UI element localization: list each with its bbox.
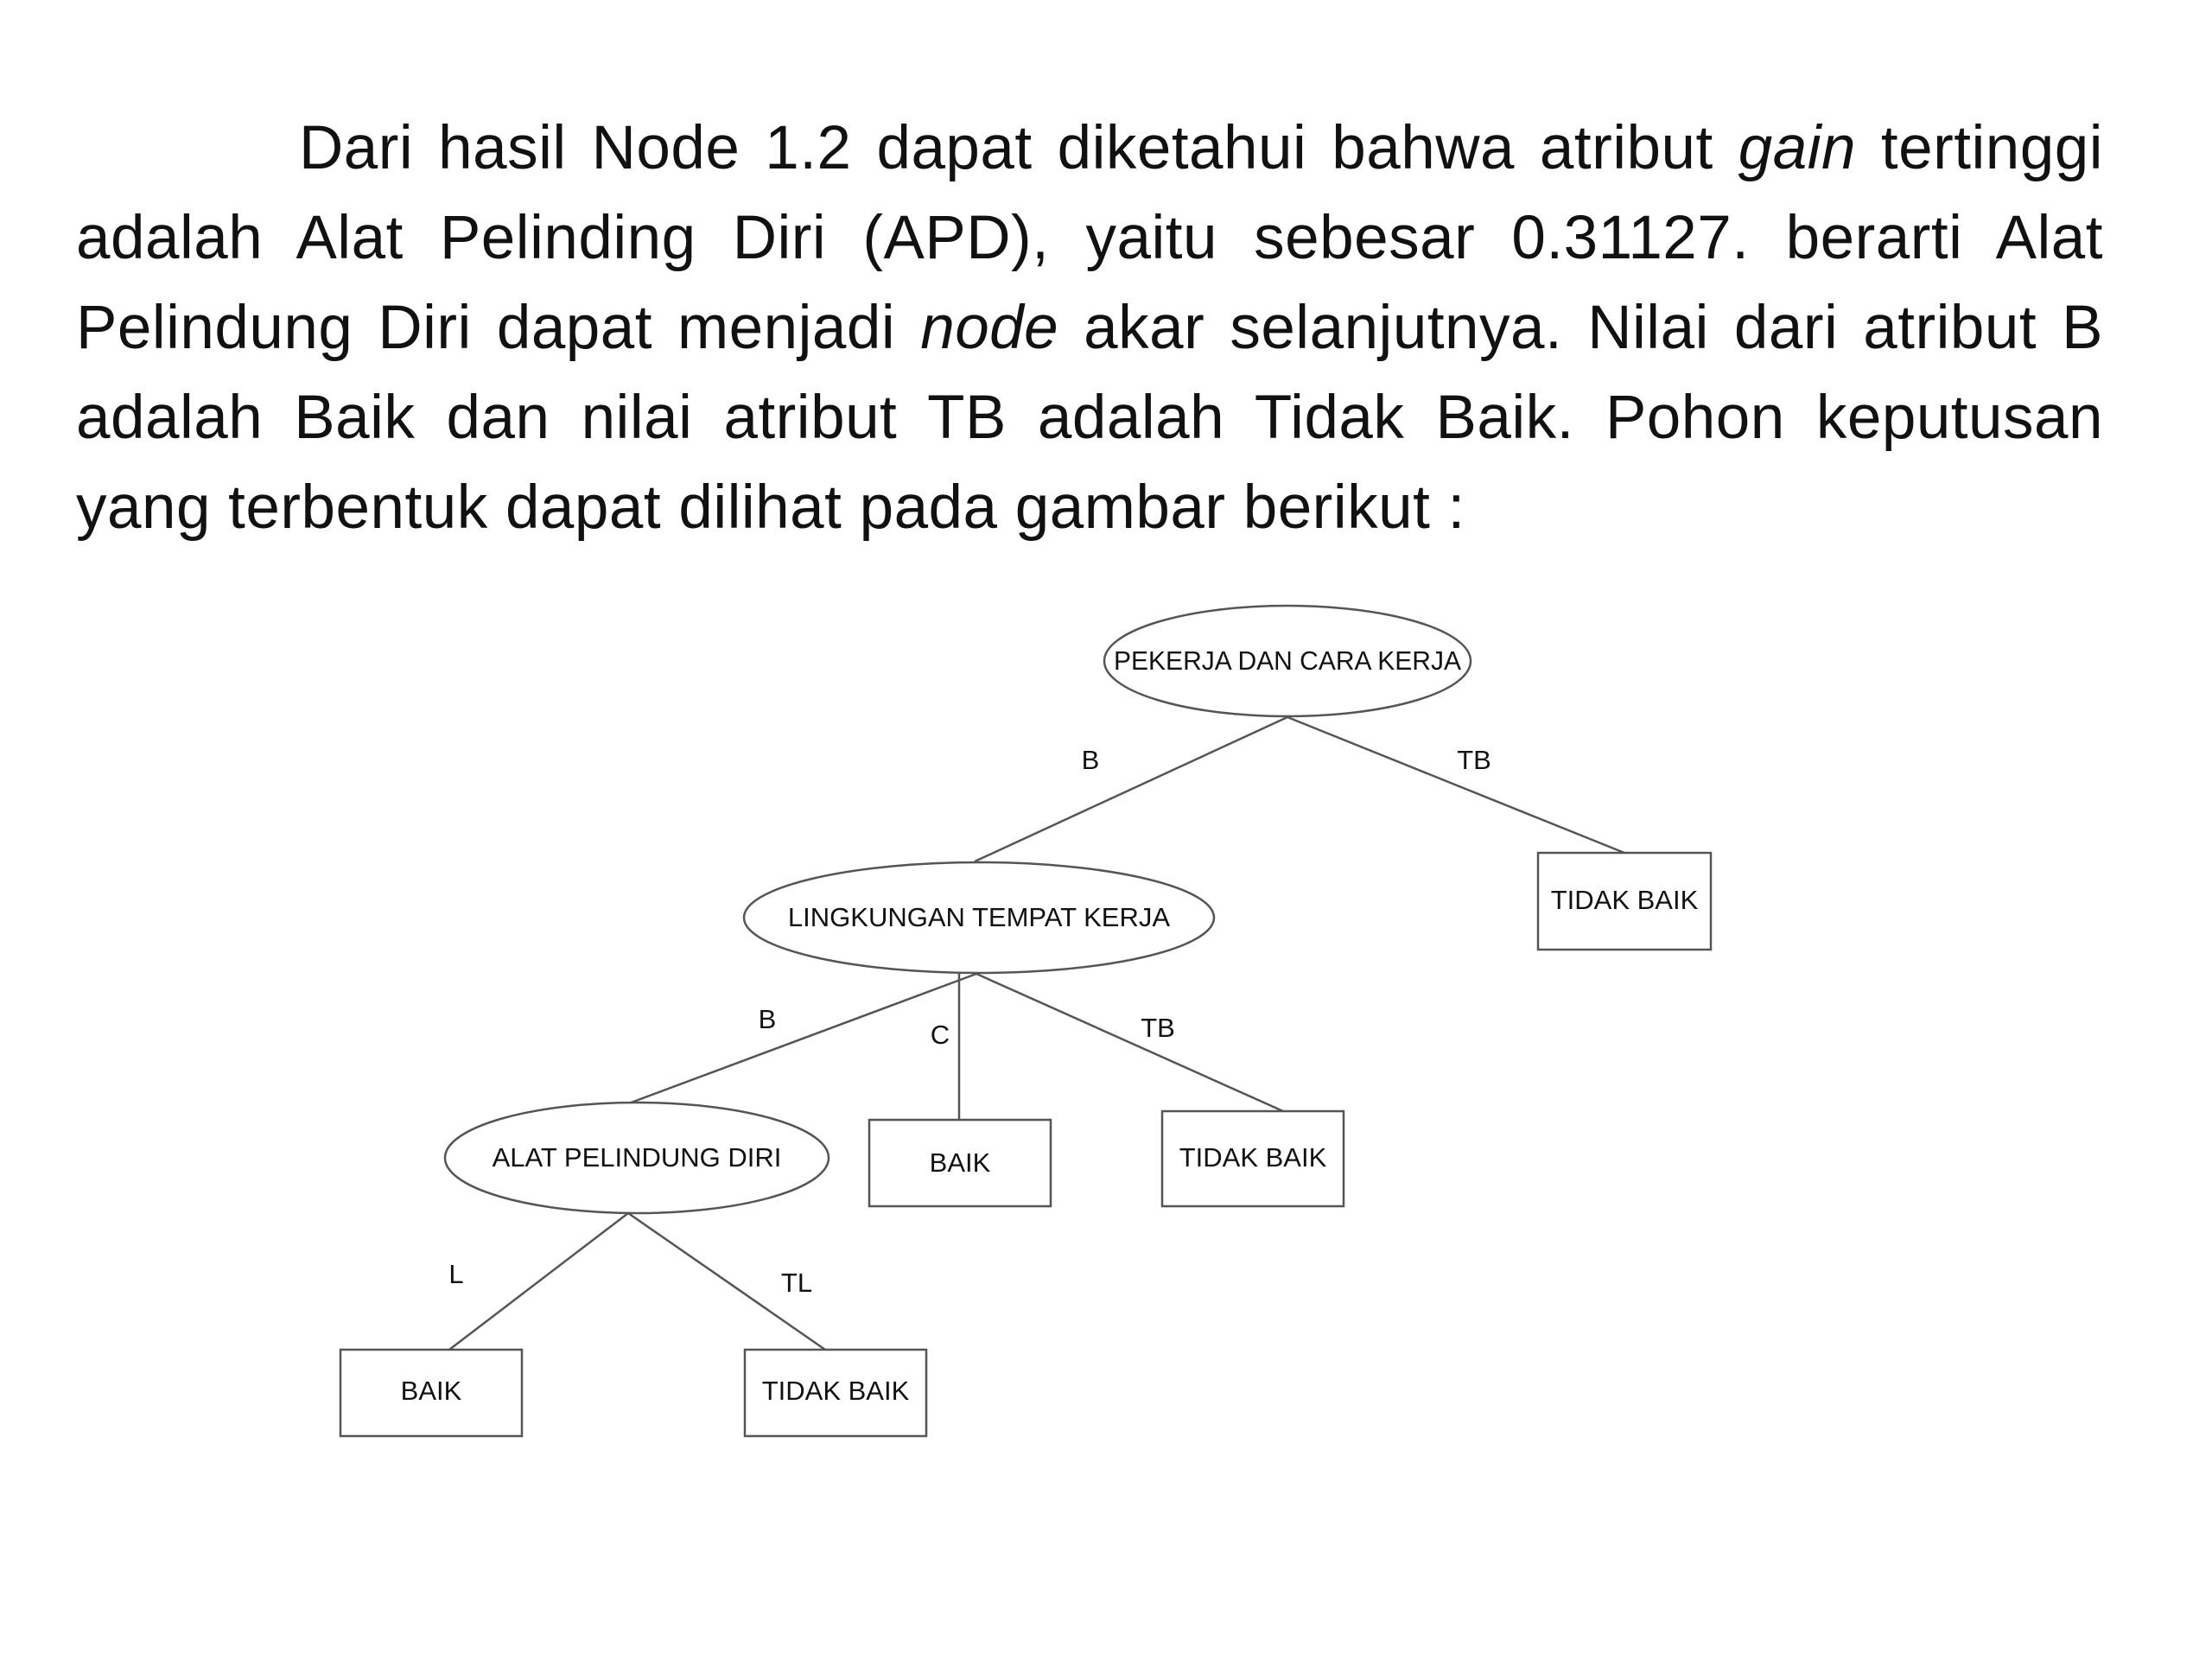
edge-label-level3-tl: TL (780, 1268, 813, 1298)
paragraph-part-2: tertinggi adalah Alat Pelinding Diri (APD), yaitu sebesar 0.31127. berarti Alat Pelindung Diri dapat menjadi (76, 114, 2103, 362)
edge-label-level2-tb: TB (1141, 1013, 1175, 1043)
tree-leaf-level2-tidak-baik (1162, 1111, 1344, 1206)
tree-leaf-label: BAIK (400, 1376, 462, 1406)
edge-label-level2-b: B (758, 1004, 777, 1034)
edge-label-level2-c: C (930, 1020, 950, 1050)
edge-label-level3-l: L (448, 1259, 464, 1289)
tree-leaf-label: TIDAK BAIK (1550, 885, 1699, 915)
tree-root-label: PEKERJA DAN CARA KERJA (1114, 645, 1462, 676)
tree-leaf-label: BAIK (929, 1147, 991, 1178)
paragraph-part-3: akar selanjutnya. Nilai dari atribut B adalah Baik dan nilai atribut TB adalah Tidak Baik. Pohon keputusan yang terbentuk dapat dilihat pada gambar berikut : (76, 294, 2103, 542)
tree-node-alat-pelindung-diri (445, 1103, 829, 1213)
edge-level2-to-level3 (626, 974, 976, 1104)
tree-leaf-label: TIDAK BAIK (761, 1376, 910, 1406)
tree-leaf-level3-baik (340, 1350, 522, 1436)
tree-node-label: LINGKUNGAN TEMPAT KERJA (787, 902, 1171, 932)
edge-level3-to-left-leaf (449, 1213, 628, 1350)
edge-root-to-right-leaf (1287, 717, 1624, 853)
tree-leaf-level3-tidak-baik (745, 1350, 926, 1436)
edge-label-root-b: B (1081, 745, 1100, 775)
edge-root-to-level2 (975, 717, 1287, 861)
tree-root-node (1104, 606, 1471, 716)
tree-node-lingkungan (744, 862, 1214, 973)
edge-level2-to-right-leaf (976, 974, 1283, 1111)
edge-label-root-tb: TB (1457, 745, 1491, 775)
tree-leaf-level2-baik (869, 1120, 1051, 1206)
paragraph-term-node: node (920, 294, 1059, 362)
tree-node-label: ALAT PELINDUNG DIRI (492, 1142, 782, 1173)
tree-leaf-root-tidak-baik (1538, 853, 1711, 950)
paragraph-part-1: Dari hasil Node 1.2 dapat diketahui bahwa atribut (299, 114, 1738, 182)
tree-leaf-label: TIDAK BAIK (1179, 1142, 1327, 1173)
paragraph-term-gain: gain (1738, 114, 1856, 182)
